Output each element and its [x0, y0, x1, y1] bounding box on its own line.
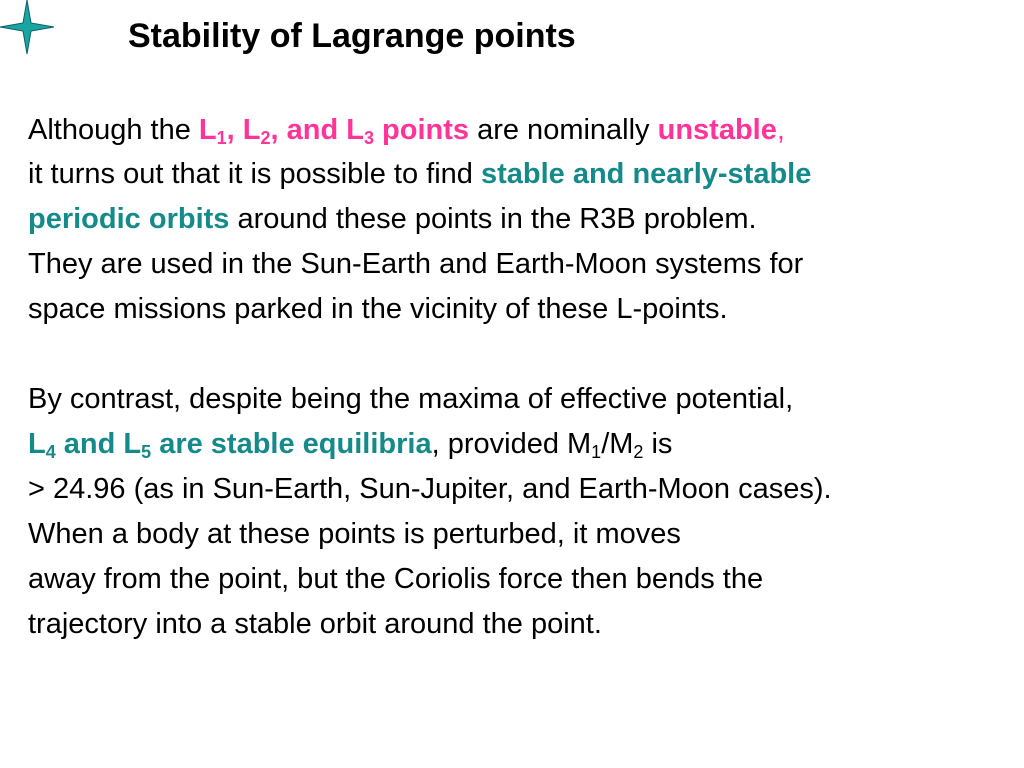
text: it turns out that it is possible to find	[28, 158, 481, 190]
text: Although the	[28, 114, 199, 146]
text: around these points in the R3B problem.	[229, 203, 757, 235]
paragraph2-line1: By contrast, despite being the maxima of effective potential,	[28, 383, 794, 415]
paragraph2-line3: > 24.96 (as in Sun-Earth, Sun-Jupiter, and Earth-Moon cases).	[28, 473, 832, 505]
highlight-l-points: $L_1$, $L_2$, and $L_3$ points	[198, 114, 470, 148]
highlight-stable-equilibria: $L_4$ and $L_5$ are stable equilibria	[28, 428, 432, 462]
paragraph1-line2	[28, 156, 811, 192]
paragraph1-line1	[28, 112, 785, 148]
paragraph1-line4: They are used in the Sun-Earth and Earth-Moon systems for	[28, 248, 804, 280]
paragraph1-line5: space missions parked in the vicinity of these L-points.	[28, 293, 728, 325]
text: , provided $M_1/M_2$ is	[431, 428, 673, 462]
paragraph2-line4: When a body at these points is perturbed, it moves	[28, 518, 681, 550]
slide-title: Stability of Lagrange points	[128, 17, 576, 55]
highlight-unstable: unstable	[657, 114, 777, 146]
paragraph2-line2	[28, 426, 672, 462]
highlight-periodic-orbits: periodic orbits	[28, 203, 230, 235]
text: are nominally	[469, 114, 658, 146]
paragraph2-line5: away from the point, but the Coriolis force then bends the	[28, 563, 764, 595]
paragraph2-line6: trajectory into a stable orbit around the point.	[28, 608, 602, 640]
paragraph1-line3	[28, 201, 757, 237]
highlight-stable-orbits: stable and nearly-stable	[480, 158, 812, 190]
four-point-star-icon	[0, 0, 54, 54]
comma: ,	[776, 114, 785, 146]
